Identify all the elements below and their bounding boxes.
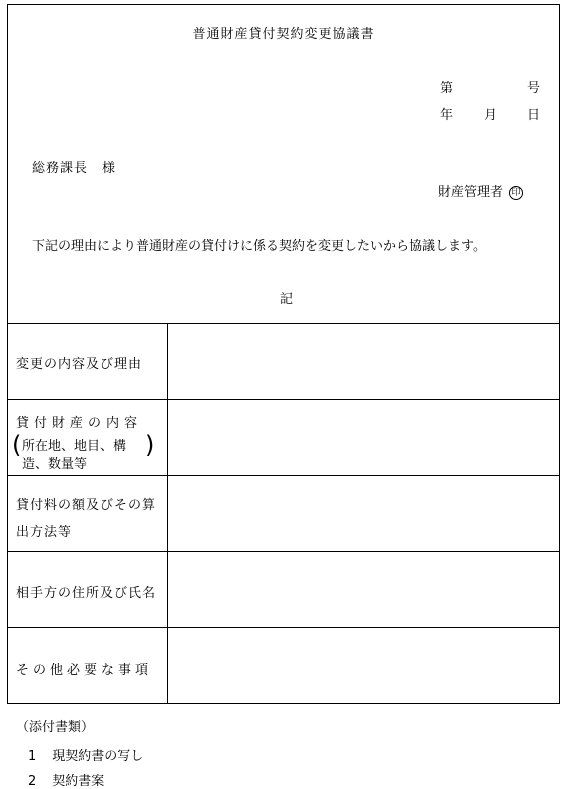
body-text: 下記の理由により普通財産の貸付けに係る契約を変更したいから協議します。 [32,239,486,254]
table-top-line [8,323,559,324]
row-label-change-reason: 変更の内容及び理由 [16,357,143,372]
number-dai: 第 [440,81,454,96]
attachment-text: 現契約書の写し [52,749,144,764]
table-row-line [8,551,559,552]
table-row-line [8,399,559,400]
paren-open: ( [12,431,22,459]
date-day: 日 [527,108,541,123]
attachment-num: 2 [28,774,37,789]
paren-close: ) [145,431,155,459]
ki-marker: 記 [280,292,294,307]
attachment-text: 契約書案 [52,774,105,789]
row-label-counterparty: 相手方の住所及び氏名 [16,586,157,601]
date-month: 月 [484,108,498,123]
sender-line [438,181,523,200]
attachment-item [28,745,143,764]
form-frame [7,4,560,704]
attachment-num: 1 [28,749,37,764]
addressee: 総務課長 様 [32,161,117,176]
table-row-line [8,627,559,628]
row-label-property: 貸付財産の内容 [16,416,143,431]
row-label-fee-line2: 出方法等 [16,525,73,540]
seal-mark: 印 [509,186,523,200]
number-go: 号 [527,81,541,96]
table-column-line [167,323,168,704]
attachments-heading: （添付書類） [16,720,95,735]
row-label-fee-line1: 貸付料の額及びその算 [16,498,157,513]
attachment-item [28,770,104,789]
date-year: 年 [440,108,454,123]
document-title: 普通財産貸付契約変更協議書 [192,27,375,42]
row-note-line2: 造、数量等 [22,457,88,472]
table-row-line [8,475,559,476]
row-label-other: その他必要な事項 [16,663,153,678]
sender-label: 財産管理者 [438,185,504,200]
row-note-line1: 所在地、地目、構 [22,439,127,454]
